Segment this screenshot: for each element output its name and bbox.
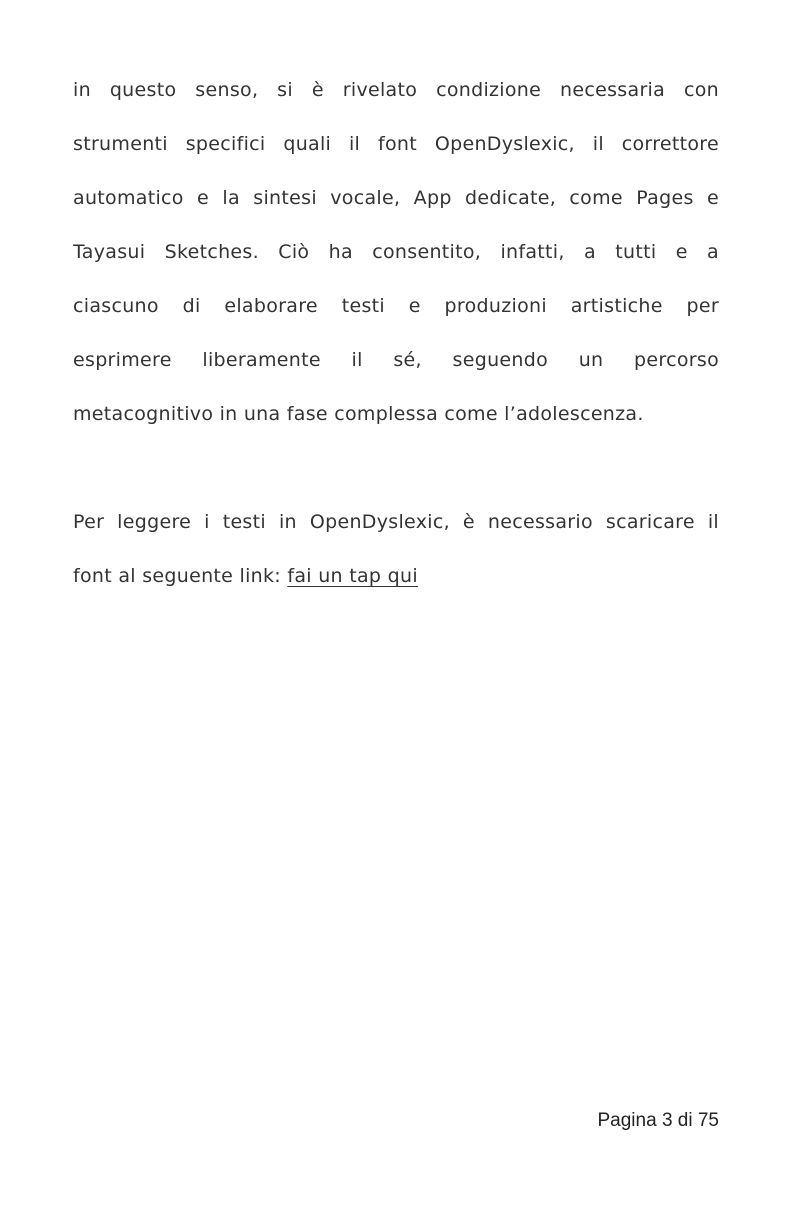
paragraph-assistive-tools [73,63,719,441]
paragraph-font-download [73,495,719,603]
text-line: in questo senso, si è rivelato condizione necessaria con [73,79,719,101]
text-line: ciascuno di elaborare testi e produzioni artistiche per [73,295,719,317]
text-line: metacognitivo in una fase complessa come l’adolescenza. [73,403,644,425]
text-line: strumenti specifici quali il font OpenDyslexic, il correttore [73,133,719,155]
page-number: Pagina 3 di 75 [597,1110,719,1131]
text-line-with-link [73,549,719,603]
text-line: esprimere liberamente il sé, seguendo un percorso [73,349,719,371]
download-font-link[interactable]: fai un tap qui [287,565,418,587]
link-intro-text: font al seguente link: [73,565,288,587]
text-line: automatico e la sintesi vocale, App dedicate, come Pages e [73,187,719,209]
text-line: Per leggere i testi in OpenDyslexic, è necessario scaricare il [73,511,719,533]
page-body [73,63,719,603]
text-line: Tayasui Sketches. Ciò ha consentito, infatti, a tutti e a [73,241,719,263]
